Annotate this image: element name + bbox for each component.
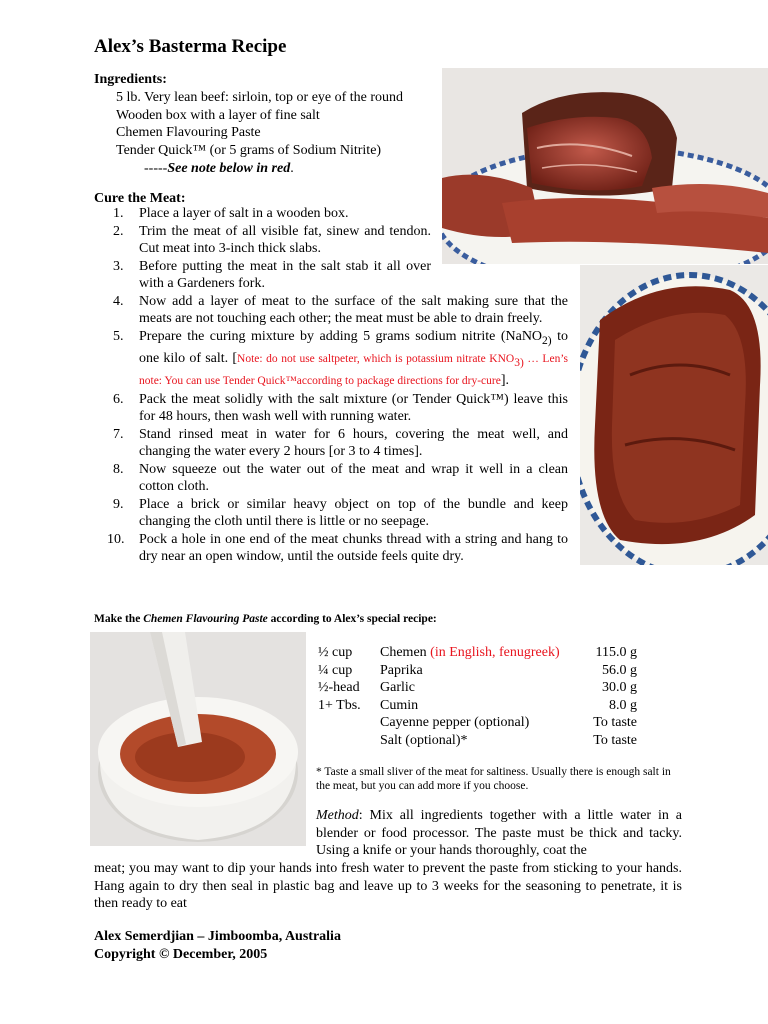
step-number: 7. <box>113 426 124 442</box>
step-text: Pock a hole in one end of the meat chunks thread with a string and hang to dry near an open window, until the outside feels quite dry. <box>139 531 568 565</box>
qty-cell: ½-head <box>318 680 360 696</box>
step-item <box>94 531 568 566</box>
ingredient-cell: Salt (optional)* <box>380 732 468 748</box>
note-prefix: ----- <box>144 161 168 176</box>
mortar-paste-photo <box>90 632 306 846</box>
table-row <box>318 732 637 750</box>
table-row <box>318 697 637 715</box>
paste-ingredients-table <box>318 644 637 750</box>
table-row <box>318 662 637 680</box>
step-item <box>94 426 568 461</box>
table-row <box>318 644 637 662</box>
author-line: Alex Semerdjian – Jimboomba, Australia <box>94 929 341 944</box>
method-paragraph-top <box>316 807 682 860</box>
amount-cell: 115.0 g <box>595 645 637 660</box>
table-row <box>318 679 637 697</box>
step-item <box>94 223 431 258</box>
step-number: 3. <box>113 258 124 274</box>
step-text: Trim the meat of all visible fat, sinew and tendon. Cut meat into 3-inch thick slabs. <box>139 223 431 256</box>
cure-heading: Cure the Meat: <box>94 191 186 206</box>
step-number: 4. <box>113 293 124 309</box>
amount-cell: 8.0 g <box>609 697 637 713</box>
step-number: 1. <box>113 206 124 221</box>
note-suffix: . <box>290 161 294 176</box>
amount-cell: To taste <box>593 715 637 731</box>
ingredient-cell: Cumin <box>380 697 419 713</box>
step-item <box>94 461 568 496</box>
step-number: 2. <box>113 223 124 239</box>
ingredient-item: Wooden box with a layer of fine salt <box>116 108 320 123</box>
sliced-basterma-photo <box>442 68 768 264</box>
qty-cell: 1+ Tbs. <box>318 697 361 713</box>
step-item <box>94 205 431 223</box>
ingredient-item: 5 lb. Very lean beef: sirloin, top or eye of the round <box>116 90 404 105</box>
step-text: Stand rinsed meat in water for 6 hours, covering the meat well, and changing the water every 2 hours [or 3 to 4 times]. <box>139 426 568 460</box>
ingredient-note <box>144 160 294 178</box>
ingredient-cell: Cayenne pepper (optional) <box>380 715 530 731</box>
subscript: 2) <box>542 334 552 347</box>
ingredient-item: Chemen Flavouring Paste <box>116 125 261 140</box>
step-text-c: ]. <box>500 373 510 389</box>
paste-intro-b: according to Alex’s special recipe: <box>267 613 437 625</box>
step-item <box>94 391 568 426</box>
ingredient-english: (in English, fenugreek) <box>430 645 560 660</box>
paste-intro-a: Make the <box>94 613 144 625</box>
step-number: 6. <box>113 391 124 407</box>
ingredient-cell: Paprika <box>380 662 423 678</box>
step-number: 9. <box>113 496 124 512</box>
step-text: Now squeeze out the water out of the meat and wrap it well in a clean cotton cloth. <box>139 461 568 495</box>
ingredient-item: Tender Quick™ (or 5 grams of Sodium Nitrite) <box>116 143 382 158</box>
qty-cell <box>318 732 380 750</box>
ingredient-cell: Garlic <box>380 680 415 696</box>
step-number: 8. <box>113 461 124 477</box>
step-text: Pack the meat solidly with the salt mixture (or Tender Quick™) leave this for 48 hours, then wash well with running water. <box>139 391 568 425</box>
step-text: Now add a layer of meat to the surface of the salt making sure that the meats are not touching each other; the meat must be able to drain freely. <box>139 293 568 326</box>
step-number: 5. <box>113 328 124 344</box>
red-subscript: 3) <box>514 356 524 369</box>
amount-cell: 30.0 g <box>602 680 637 696</box>
ingredients-heading: Ingredients: <box>94 72 167 87</box>
step-text: Before putting the meat in the salt stab it all over with a Gardeners fork. <box>139 258 431 291</box>
method-label: Method <box>316 808 359 823</box>
qty-cell <box>318 714 380 732</box>
amount-cell: 56.0 g <box>602 662 637 678</box>
step-item <box>94 496 568 531</box>
saltiness-footnote: * Taste a small sliver of the meat for saltiness. Usually there is enough salt in the meat, but you can add more if you choose. <box>316 766 671 792</box>
paste-intro <box>94 611 437 629</box>
step-text-b: to one kilo of salt. [ <box>139 328 568 366</box>
copyright-line: Copyright © December, 2005 <box>94 946 268 962</box>
step-text-a: Prepare the curing mixture by adding 5 grams sodium nitrite (NaNO <box>139 328 543 344</box>
step-item <box>94 293 568 328</box>
page-title: Alex’s Basterma Recipe <box>94 36 287 57</box>
whole-basterma-photo <box>580 265 768 565</box>
amount-cell: To taste <box>593 732 637 748</box>
step-text: Place a layer of salt in a wooden box. <box>139 206 349 221</box>
note-text: See note below in red <box>167 161 291 176</box>
ingredient-cell <box>380 644 589 662</box>
qty-cell: ½ cup <box>318 645 353 660</box>
step-number: 10. <box>107 531 125 547</box>
qty-cell: ¼ cup <box>318 662 353 678</box>
method-text-1: : Mix all ingredients together with a little water in a blender or food processor. The paste must be thick and tacky. Using a knife or your hands thoroughly, coat the <box>316 808 682 859</box>
method-paragraph-bottom: meat; you may want to dip your hands into fresh water to prevent the paste from sticking to your hands. Hang again to dry then seal in plastic bag and leave up to 3 weeks for the seasoning to penetrate, it is then ready to eat <box>94 861 682 912</box>
author-footer <box>94 928 341 963</box>
step-text: Place a brick or similar heavy object on top of the bundle and keep changing the cloth until there is little or no seepage. <box>139 496 568 530</box>
ingredient-name: Chemen <box>380 645 431 660</box>
red-note-b: … Len’s note: You can use Tender Quick™according to package directions for dry-cure <box>139 352 568 388</box>
paste-intro-italic: Chemen Flavouring Paste <box>143 613 268 625</box>
table-row <box>318 714 637 732</box>
red-note-a: Note: do not use saltpeter, which is potassium nitrate KNO <box>237 352 515 365</box>
step-item <box>94 258 431 293</box>
step-item <box>94 328 568 391</box>
